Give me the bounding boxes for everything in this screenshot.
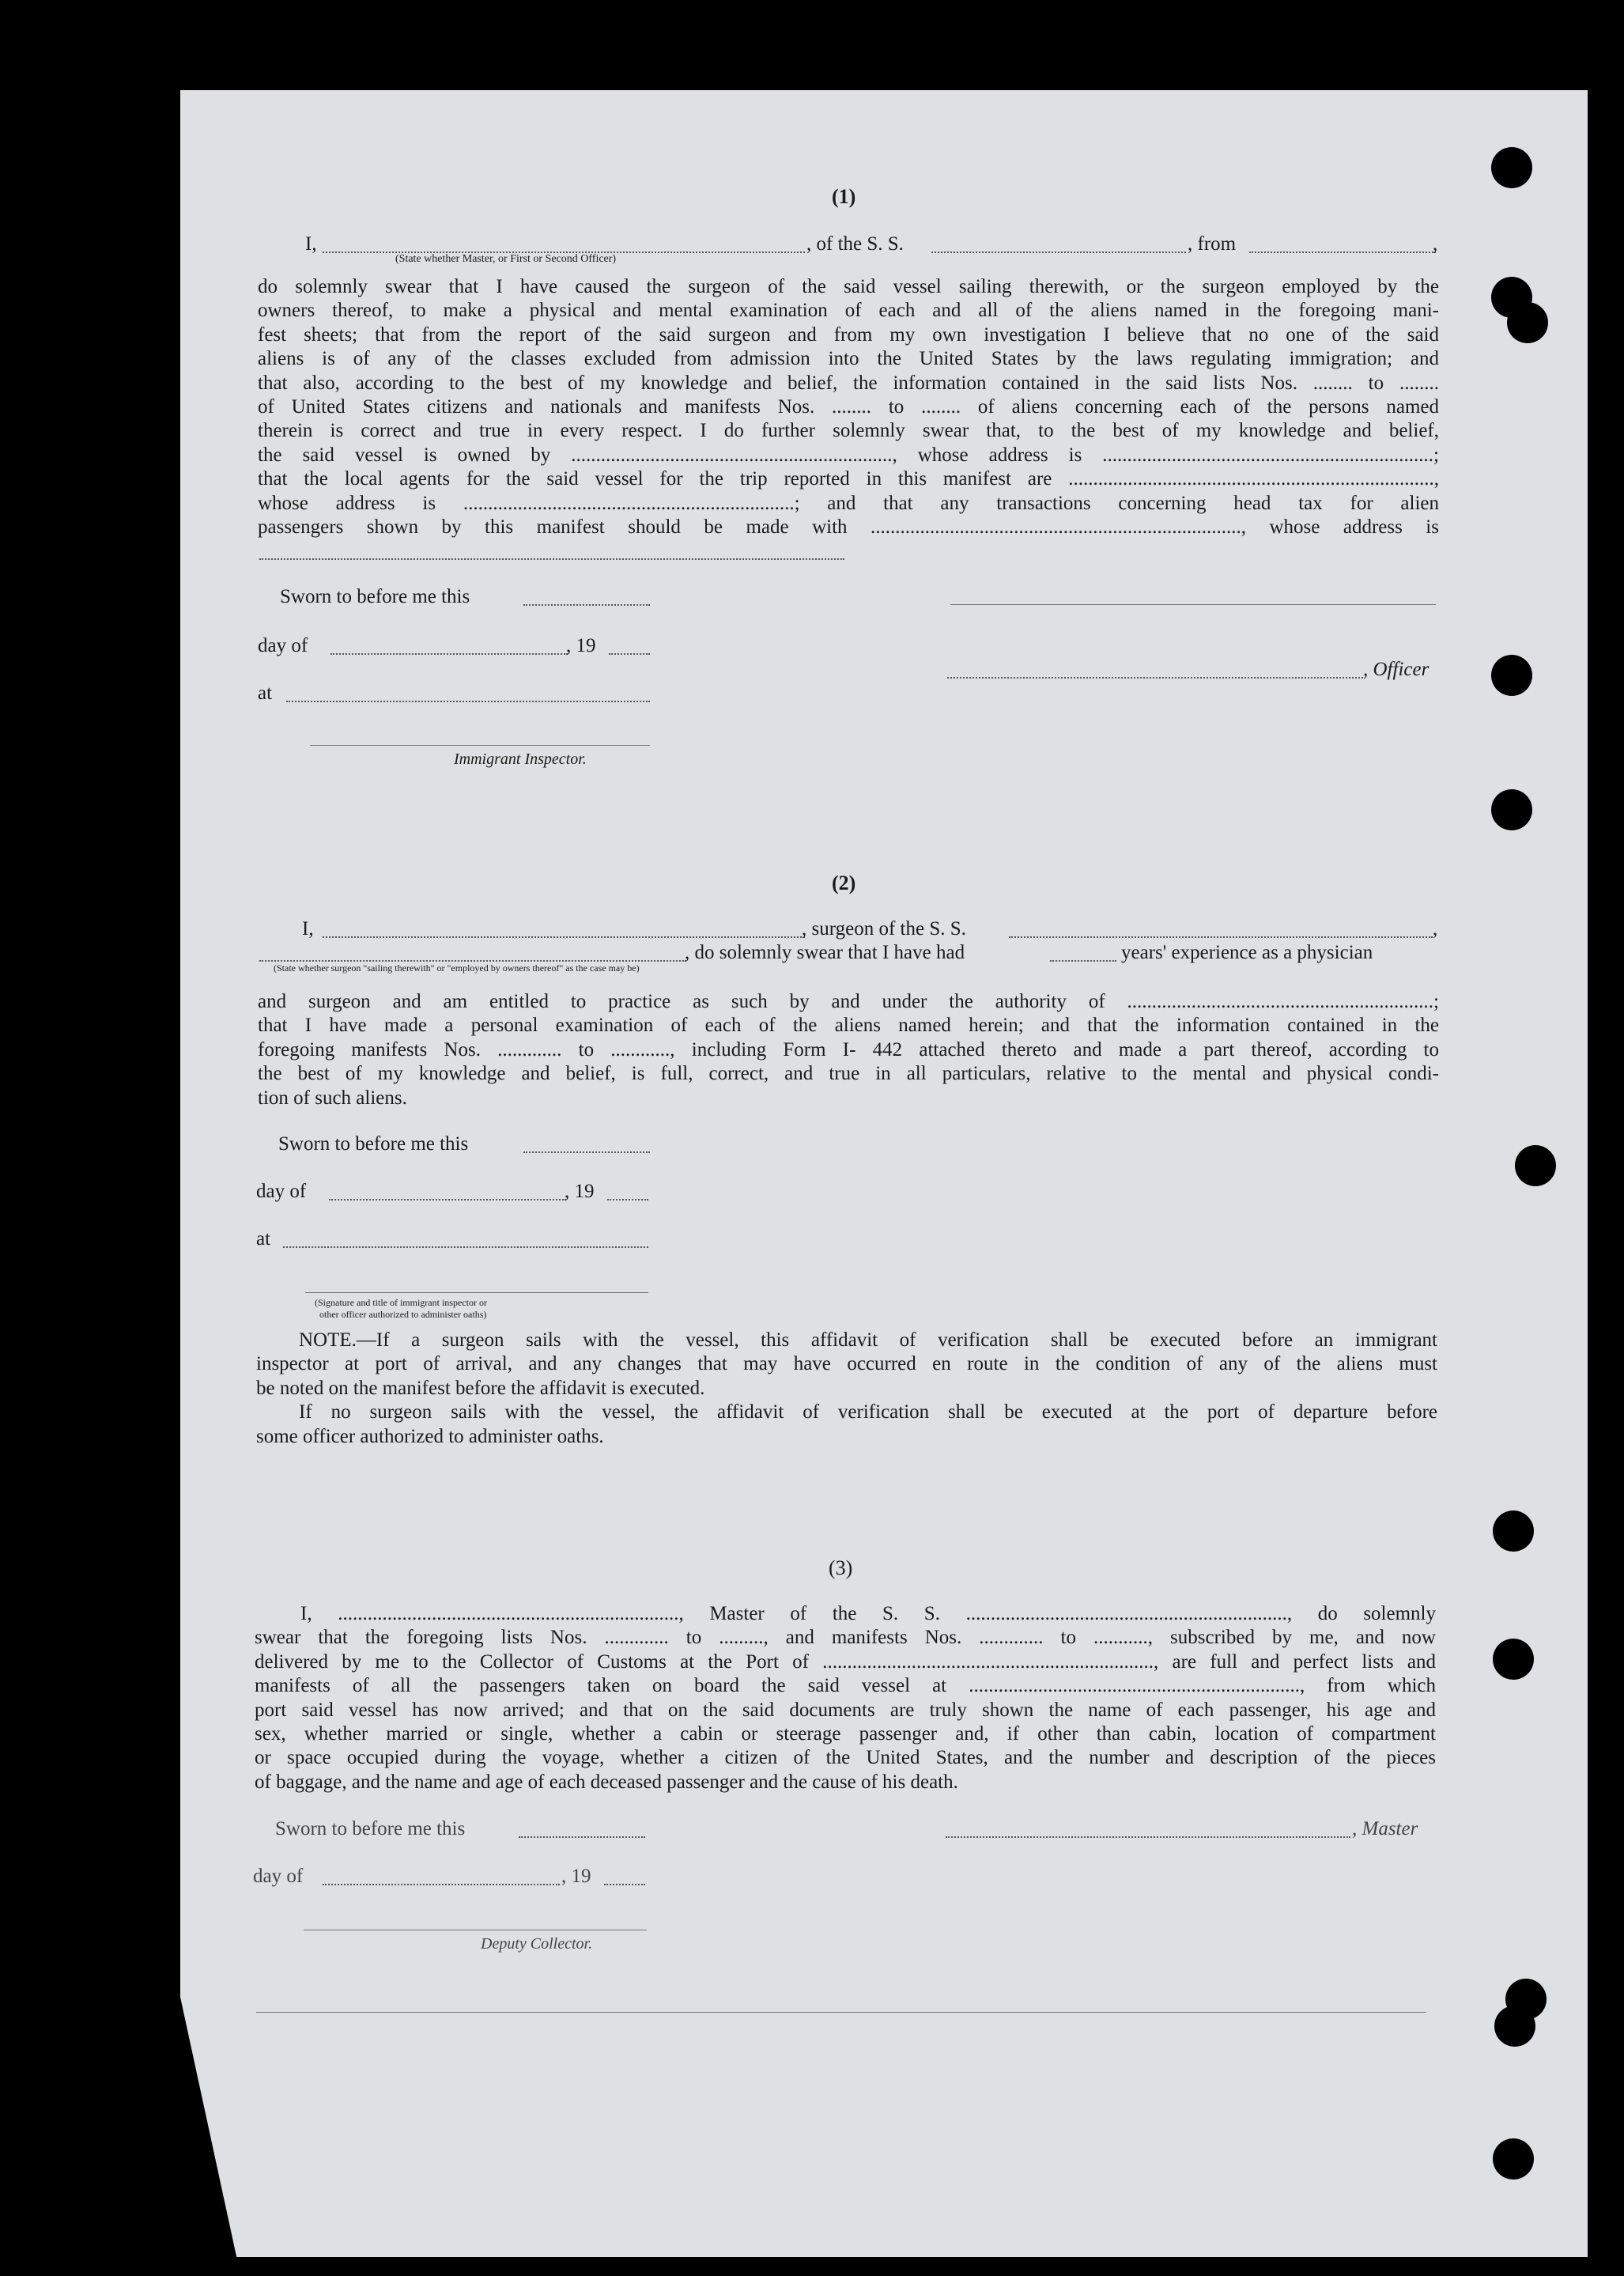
section1-line: the said vessel is owned by ................................................................., whose address is ...................................................................; [258,444,1439,466]
section1-i: I, [305,233,317,255]
sworn-day-line [523,604,650,606]
section3-line: manifests of all the passengers taken on board the said vessel at ..................................................................., from which [255,1675,1436,1697]
note-line: some officer authorized to administer oaths. [256,1425,604,1447]
note-line: If no surgeon sails with the vessel, the affidavit of verification shall be executed at the port of departure before [299,1401,1437,1423]
section1-line: do solemnly swear that I have caused the surgeon of the said vessel sailing therewith, or the surgeon employed by the [258,276,1439,297]
master-signature-line [946,1836,1350,1838]
surgeon-vessel-line [1009,936,1433,938]
section1-year: , 19 [566,635,596,656]
section3-number: (3) [829,1556,853,1579]
punch-hole [1491,147,1532,188]
section1-officer: , Officer [1363,659,1429,680]
section3-body [255,1602,1436,1794]
section3-master: , Master [1352,1818,1418,1839]
section1-line: whose address is ...................................................................; and that any transactions concerning head tax for alien [258,492,1439,514]
section2-comma: , [1433,918,1438,940]
section1-caption: (State whether Master, or First or Second Officer) [395,253,617,265]
section1-line: that also, according to the best of my knowledge and belief, the information contained in the said lists Nos. ........ to ........ [258,372,1439,394]
surgeon-status-line [259,960,686,962]
section3-line: swear that the foregoing lists Nos. ............. to ........., and manifests Nos. ............. to ..........., subscribed by me, and now [255,1627,1436,1649]
at-place-line [286,701,650,702]
sworn-day-line [523,1151,650,1153]
section3-year: , 19 [561,1866,591,1887]
section3-line: delivered by me to the Collector of Customs at the Port of ..................................................................., are full and perfect lists and [255,1650,1436,1673]
section2-surgeon-ss: , surgeon of the S. S. [802,918,966,940]
punch-hole [1493,1639,1534,1680]
section1-line: of United States citizens and nationals and manifests Nos. ........ to ........ of aliens concerning each of the persons named [258,396,1439,418]
year-line [607,1199,648,1200]
section1-at: at [258,682,273,704]
punch-hole [1515,1145,1556,1186]
punch-hole [1494,2006,1535,2047]
section2-at: at [256,1228,271,1250]
section3-line: or space occupied during the voyage, whether a citizen of the United States, and the number and description of the pieces [255,1747,1436,1769]
section2-line: foregoing manifests Nos. ............. to ............, including Form I- 442 attached thereto and made a part thereof, according to [258,1038,1439,1060]
punch-hole [1493,1510,1534,1552]
section2-number: (2) [832,871,856,894]
section2-i: I, [302,918,314,940]
section1-line: fest sheets; that from the report of the said surgeon and from my own investigation I believe that no one of the said [258,323,1439,346]
section2-swear: , do solemnly swear that I have had [685,942,965,963]
section3-collector: Deputy Collector. [481,1935,593,1953]
section1-line: aliens is of any of the classes excluded from admission into the United States by the laws regulating immigration; and [258,348,1439,370]
month-line [330,653,568,655]
vessel-name-line [931,251,1186,253]
note-line: be noted on the manifest before the affidavit is executed. [256,1377,705,1399]
month-line [329,1199,566,1200]
at-place-line [283,1246,648,1248]
section2-years: years' experience as a physician [1121,942,1373,963]
section1-sworn: Sworn to before me this [280,586,470,607]
years-line [1050,960,1116,962]
section2-line: and surgeon and am entitled to practice as such by and under the authority of ..............................................................; [258,991,1439,1012]
section2-year: , 19 [565,1181,595,1202]
section3-day-of: day of [253,1866,304,1887]
section1-body [258,275,1439,539]
section1-line: that the local agents for the said vessel for the trip reported in this manifest are .........................................................................., [258,468,1439,490]
section1-line: passengers shown by this manifest should be made with ..........................................................................., whose address is [258,516,1439,539]
section1-line: owners thereof, to make a physical and mental examination of each and all of the aliens named in the foregoing mani- [258,300,1439,322]
section1-from: , from [1188,233,1237,255]
bottom-divider [256,2012,1426,2013]
year-line [609,653,650,655]
section1-line: therein is correct and true in every respect. I do further solemnly swear that, to the best of my knowledge and belief, [258,420,1439,442]
agent-address-line [259,558,844,560]
section3-line: port said vessel has now arrived; and that on the said documents are truly shown the name of each passenger, his age and [255,1699,1436,1721]
section2-line: the best of my knowledge and belief, is full, correct, and true in all particulars, relative to the mental and physical condi- [258,1063,1439,1085]
section1-day-of: day of [258,635,308,656]
note-line: inspector at port of arrival, and any changes that may have occurred en route in the condition of any of the aliens must [256,1353,1437,1375]
officer-title-line [947,677,1363,679]
punch-hole [1491,655,1532,696]
section2-body [258,990,1439,1110]
punch-hole [1493,2138,1534,2180]
punch-hole [1507,302,1548,343]
section1-of-ss: , of the S. S. [806,233,904,255]
section3-line: sex, whether married or single, whether a cabin or steerage passenger and, if other than cabin, location of compartment [255,1723,1436,1745]
sworn-day-line [519,1836,645,1838]
punch-hole [1491,789,1532,830]
month-line [323,1884,560,1885]
section2-caption: (State whether surgeon "sailing therewith" or "employed by owners thereof" as the case may be) [274,962,640,974]
year-line [604,1884,645,1885]
section3-sworn: Sworn to before me this [275,1818,466,1839]
section2-line: tion of such aliens. [258,1087,407,1109]
officer-signature-line [950,604,1436,605]
section3-line: I, ....................................................................., Master of the S. S. ................................................................., do solemnly [300,1603,1436,1624]
inspector-signature-line [305,1292,648,1293]
section2-note [256,1329,1437,1449]
section3-line: of baggage, and the name and age of each deceased passenger and the cause of his death. [255,1771,958,1793]
surgeon-name-line [323,936,805,938]
section2-line: that I have made a personal examination of each of the aliens named herein; and that the information contained in the [258,1015,1439,1037]
inspector-signature-line [310,745,650,746]
section1-number: (1) [832,185,856,208]
section2-sig-caption-1: (Signature and title of immigrant inspector or [315,1297,487,1308]
section2-sig-caption-2: other officer authorized to administer oaths) [319,1309,487,1320]
section2-day-of: day of [256,1181,307,1202]
port-from-line [1249,251,1436,253]
section2-sworn: Sworn to before me this [278,1133,469,1155]
note-line: NOTE.—If a surgeon sails with the vessel, this affidavit of verification shall be executed before an immigrant [299,1329,1437,1351]
section1-comma: , [1433,233,1438,255]
section1-inspector: Immigrant Inspector. [454,750,587,768]
